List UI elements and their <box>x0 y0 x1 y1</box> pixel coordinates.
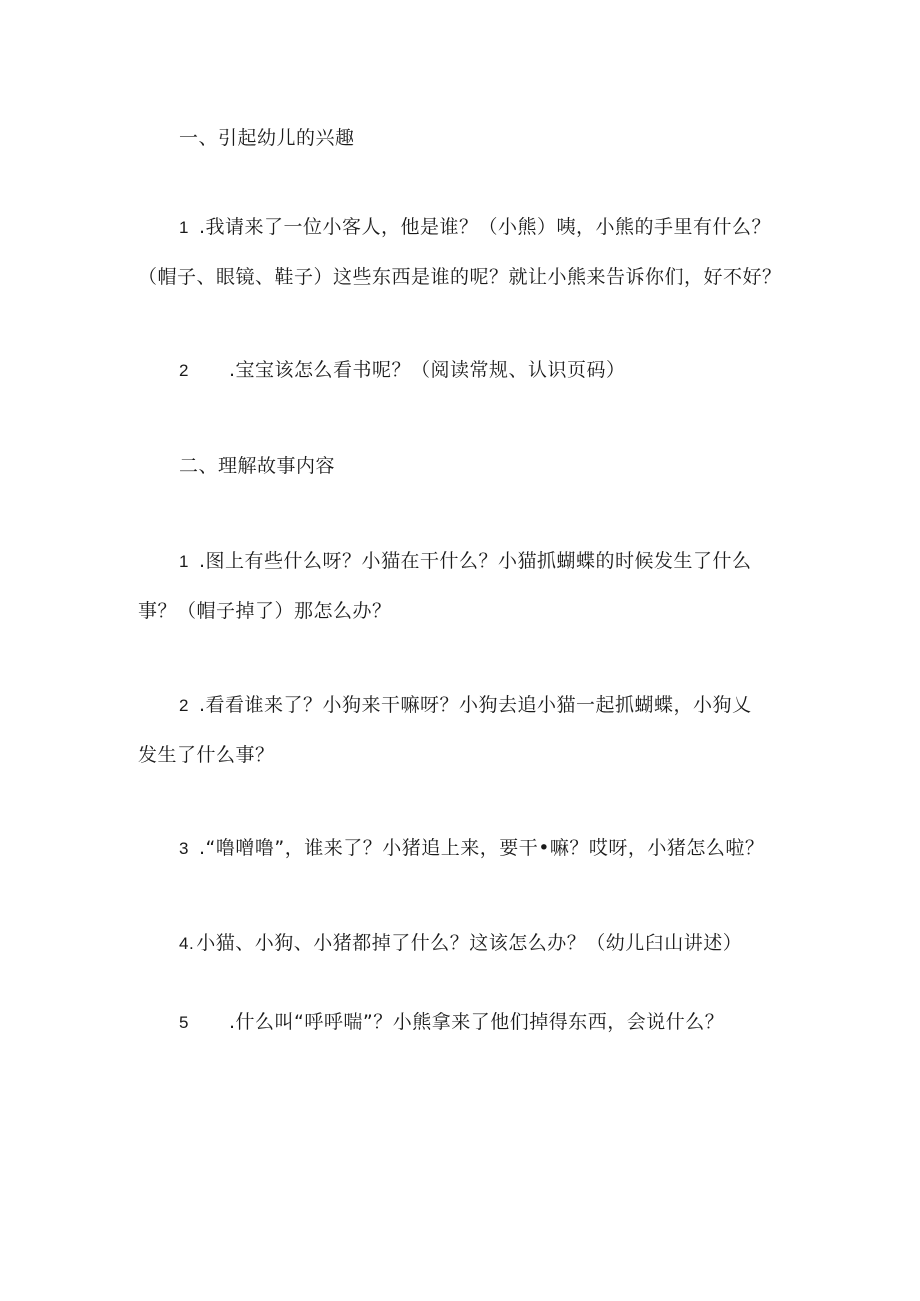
item-number: 1 <box>179 218 189 237</box>
item-number: 2 <box>179 361 189 380</box>
item-text-continued: （帽子、眼镜、鞋子）这些东西是谁的呢？就让小熊来告诉你们，好不好？ <box>138 266 782 288</box>
item-number: 1 <box>179 552 189 571</box>
section-heading-1: 一、引起幼儿的兴趣 <box>179 127 355 149</box>
item-number: 3 <box>179 839 189 858</box>
item-text: 小猫、小狗、小猪都掉了什么？这该怎么办？（幼儿臼山讲述） <box>196 932 743 954</box>
list-item <box>179 215 771 240</box>
list-item <box>179 693 752 718</box>
list-item <box>179 931 742 956</box>
item-number: 4. <box>179 934 195 953</box>
item-text-continued: 发生了什么事？ <box>138 744 275 766</box>
item-text: .宝宝该怎么看书呢？（阅读常规、认识页码） <box>228 359 626 381</box>
item-text-continued: 事？（帽子掉了）那怎么办？ <box>138 600 392 622</box>
section-heading-2: 二、理解故事内容 <box>179 455 336 477</box>
item-text: .“噜噌噜”，谁来了？小猪追上来，要干•嘛？哎呀，小猪怎么啦？ <box>198 837 765 859</box>
list-item <box>179 549 752 574</box>
list-item <box>179 358 626 383</box>
list-item <box>179 836 764 861</box>
list-item <box>179 1010 724 1035</box>
item-text: .什么叫“呼呼喘”？小熊拿来了他们掉得东西，会说什么？ <box>228 1011 725 1033</box>
item-number: 5 <box>179 1013 189 1032</box>
item-text: .看看谁来了？小狗来干嘛呀？小狗去追小猫一起抓蝴蝶，小狗乂 <box>198 694 752 716</box>
item-number: 2 <box>179 696 189 715</box>
item-text: .我请来了一位小客人，他是谁？（小熊）咦，小熊的手里有什么？ <box>198 216 772 238</box>
item-text: .图上有些什么呀？小猫在干什么？小猫抓蝴蝶的时候发生了什么 <box>198 550 752 572</box>
